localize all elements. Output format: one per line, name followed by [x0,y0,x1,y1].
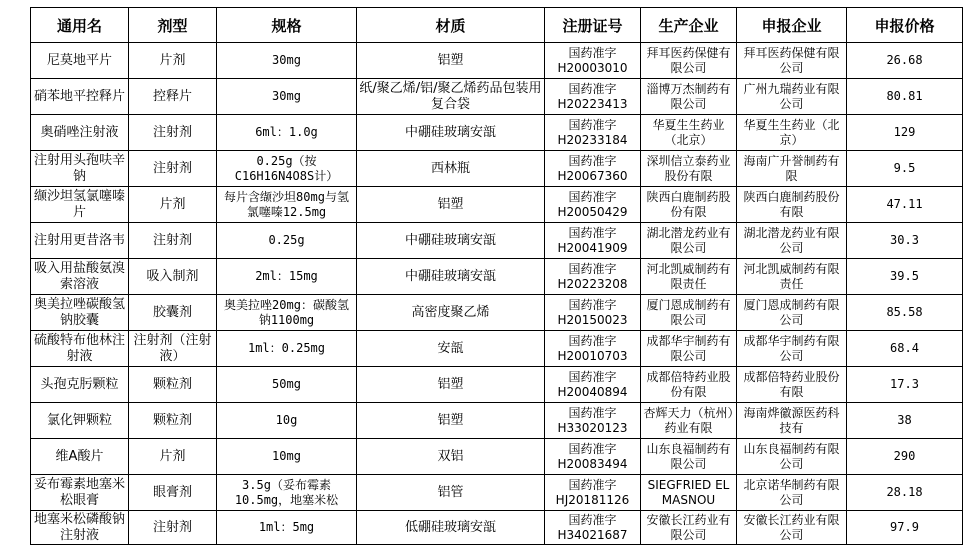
cell-applicant: 海南烨徽源医药科技有 [737,403,847,439]
header-manufacturer: 生产企业 [641,8,737,43]
cell-dosage-form: 片剂 [129,439,217,475]
header-registration-number: 注册证号 [545,8,641,43]
cell-generic-name: 奥硝唑注射液 [31,115,129,151]
cell-price: 97.9 [847,511,963,545]
cell-price: 30.3 [847,223,963,259]
cell-specification: 30mg [217,43,357,79]
cell-material: 铝塑 [357,43,545,79]
header-price: 申报价格 [847,8,963,43]
cell-price: 39.5 [847,259,963,295]
cell-material: 双铝 [357,439,545,475]
header-specification: 规格 [217,8,357,43]
cell-generic-name: 尼莫地平片 [31,43,129,79]
cell-applicant: 拜耳医药保健有限公司 [737,43,847,79]
cell-material: 铝管 [357,475,545,511]
cell-price: 47.11 [847,187,963,223]
cell-dosage-form: 注射剂 [129,115,217,151]
cell-generic-name: 地塞米松磷酸钠注射液 [31,511,129,545]
cell-registration-number: 国药准字H20150023 [545,295,641,331]
cell-dosage-form: 控释片 [129,79,217,115]
cell-applicant: 陕西白鹿制药股份有限 [737,187,847,223]
cell-dosage-form: 注射剂（注射液） [129,331,217,367]
cell-applicant: 成都华宇制药有限公司 [737,331,847,367]
cell-specification: 0.25g [217,223,357,259]
table-row [31,115,963,151]
cell-manufacturer: 华夏生生药业（北京） [641,115,737,151]
cell-price: 9.5 [847,151,963,187]
cell-specification: 50mg [217,367,357,403]
table-row [31,151,963,187]
cell-registration-number: 国药准字H20223413 [545,79,641,115]
cell-price: 80.81 [847,79,963,115]
cell-specification: 0.25g（按C16H16N4O8S计） [217,151,357,187]
header-material: 材质 [357,8,545,43]
cell-dosage-form: 颗粒剂 [129,403,217,439]
cell-dosage-form: 片剂 [129,43,217,79]
cell-generic-name: 硫酸特布他林注射液 [31,331,129,367]
cell-price: 68.4 [847,331,963,367]
cell-price: 28.18 [847,475,963,511]
cell-material: 中硼硅玻璃安瓿 [357,115,545,151]
cell-material: 高密度聚乙烯 [357,295,545,331]
cell-generic-name: 注射用更昔洛韦 [31,223,129,259]
cell-dosage-form: 吸入制剂 [129,259,217,295]
cell-dosage-form: 注射剂 [129,511,217,545]
table-row [31,187,963,223]
cell-manufacturer: 安徽长江药业有限公司 [641,511,737,545]
cell-manufacturer: 拜耳医药保健有限公司 [641,43,737,79]
cell-applicant: 河北凯威制药有限责任 [737,259,847,295]
cell-generic-name: 头孢克肟颗粒 [31,367,129,403]
cell-generic-name: 硝苯地平控释片 [31,79,129,115]
cell-registration-number: 国药准字H20040894 [545,367,641,403]
table-row [31,475,963,511]
cell-registration-number: 国药准字H20223208 [545,259,641,295]
cell-price: 26.68 [847,43,963,79]
header-applicant: 申报企业 [737,8,847,43]
cell-dosage-form: 片剂 [129,187,217,223]
cell-dosage-form: 注射剂 [129,151,217,187]
header-generic-name: 通用名 [31,8,129,43]
cell-generic-name: 奥美拉唑碳酸氢钠胶囊 [31,295,129,331]
cell-material: 纸/聚乙烯/铝/聚乙烯药品包装用复合袋 [357,79,545,115]
cell-registration-number: 国药准字H20083494 [545,439,641,475]
cell-manufacturer: SIEGFRIED EL MASNOU [641,475,737,511]
cell-applicant: 山东良福制药有限公司 [737,439,847,475]
cell-applicant: 成都倍特药业股份有限 [737,367,847,403]
cell-registration-number: 国药准字H20050429 [545,187,641,223]
drug-price-table-container [30,7,963,545]
cell-registration-number: 国药准字H20041909 [545,223,641,259]
table-header [31,8,963,43]
cell-registration-number: 国药准字H20003010 [545,43,641,79]
cell-material: 铝塑 [357,403,545,439]
cell-material: 中硼硅玻璃安瓿 [357,259,545,295]
table-row [31,403,963,439]
cell-manufacturer: 河北凯威制药有限责任 [641,259,737,295]
cell-manufacturer: 陕西白鹿制药股份有限 [641,187,737,223]
cell-applicant: 广州九瑞药业有限公司 [737,79,847,115]
cell-manufacturer: 淄博万杰制药有限公司 [641,79,737,115]
cell-price: 17.3 [847,367,963,403]
cell-registration-number: 国药准字H20010703 [545,331,641,367]
cell-generic-name: 吸入用盐酸氨溴索溶液 [31,259,129,295]
header-row [31,8,963,43]
cell-registration-number: 国药准字H20067360 [545,151,641,187]
table-row [31,43,963,79]
cell-price: 129 [847,115,963,151]
table-row [31,259,963,295]
cell-generic-name: 妥布霉素地塞米松眼膏 [31,475,129,511]
table-row [31,79,963,115]
cell-material: 铝塑 [357,367,545,403]
cell-material: 西林瓶 [357,151,545,187]
table-row [31,331,963,367]
cell-manufacturer: 杏辉天力（杭州）药业有限 [641,403,737,439]
cell-specification: 每片含缬沙坦80mg与氢氯噻嗪12.5mg [217,187,357,223]
cell-manufacturer: 成都华宇制药有限公司 [641,331,737,367]
cell-material: 低硼硅玻璃安瓿 [357,511,545,545]
cell-applicant: 安徽长江药业有限公司 [737,511,847,545]
cell-generic-name: 注射用头孢呋辛钠 [31,151,129,187]
cell-manufacturer: 深圳信立泰药业股份有限 [641,151,737,187]
table-row [31,511,963,545]
cell-registration-number: 国药准字H34021687 [545,511,641,545]
cell-price: 85.58 [847,295,963,331]
cell-dosage-form: 胶囊剂 [129,295,217,331]
drug-price-table [30,7,963,545]
cell-applicant: 华夏生生药业（北京） [737,115,847,151]
table-row [31,223,963,259]
table-row [31,439,963,475]
cell-price: 38 [847,403,963,439]
cell-specification: 奥美拉唑20mg：碳酸氢钠1100mg [217,295,357,331]
table-row [31,367,963,403]
cell-manufacturer: 成都倍特药业股份有限 [641,367,737,403]
cell-registration-number: 国药准字H20233184 [545,115,641,151]
cell-dosage-form: 注射剂 [129,223,217,259]
cell-applicant: 海南广升誉制药有限 [737,151,847,187]
cell-applicant: 湖北潜龙药业有限公司 [737,223,847,259]
cell-generic-name: 氯化钾颗粒 [31,403,129,439]
cell-specification: 2ml：15mg [217,259,357,295]
cell-specification: 1ml：0.25mg [217,331,357,367]
cell-specification: 10mg [217,439,357,475]
cell-generic-name: 维A酸片 [31,439,129,475]
cell-manufacturer: 厦门恩成制药有限公司 [641,295,737,331]
table-body [31,43,963,545]
cell-material: 铝塑 [357,187,545,223]
cell-applicant: 厦门恩成制药有限公司 [737,295,847,331]
cell-material: 中硼硅玻璃安瓿 [357,223,545,259]
cell-registration-number: 国药准字H33020123 [545,403,641,439]
cell-registration-number: 国药准字HJ20181126 [545,475,641,511]
cell-manufacturer: 湖北潜龙药业有限公司 [641,223,737,259]
cell-specification: 6ml：1.0g [217,115,357,151]
cell-dosage-form: 颗粒剂 [129,367,217,403]
cell-specification: 3.5g（妥布霉素10.5mg，地塞米松 [217,475,357,511]
cell-specification: 10g [217,403,357,439]
cell-material: 安瓿 [357,331,545,367]
cell-specification: 30mg [217,79,357,115]
cell-specification: 1ml：5mg [217,511,357,545]
cell-price: 290 [847,439,963,475]
cell-applicant: 北京诺华制药有限公司 [737,475,847,511]
cell-generic-name: 缬沙坦氢氯噻嗪片 [31,187,129,223]
cell-manufacturer: 山东良福制药有限公司 [641,439,737,475]
table-row [31,295,963,331]
cell-dosage-form: 眼膏剂 [129,475,217,511]
header-dosage-form: 剂型 [129,8,217,43]
